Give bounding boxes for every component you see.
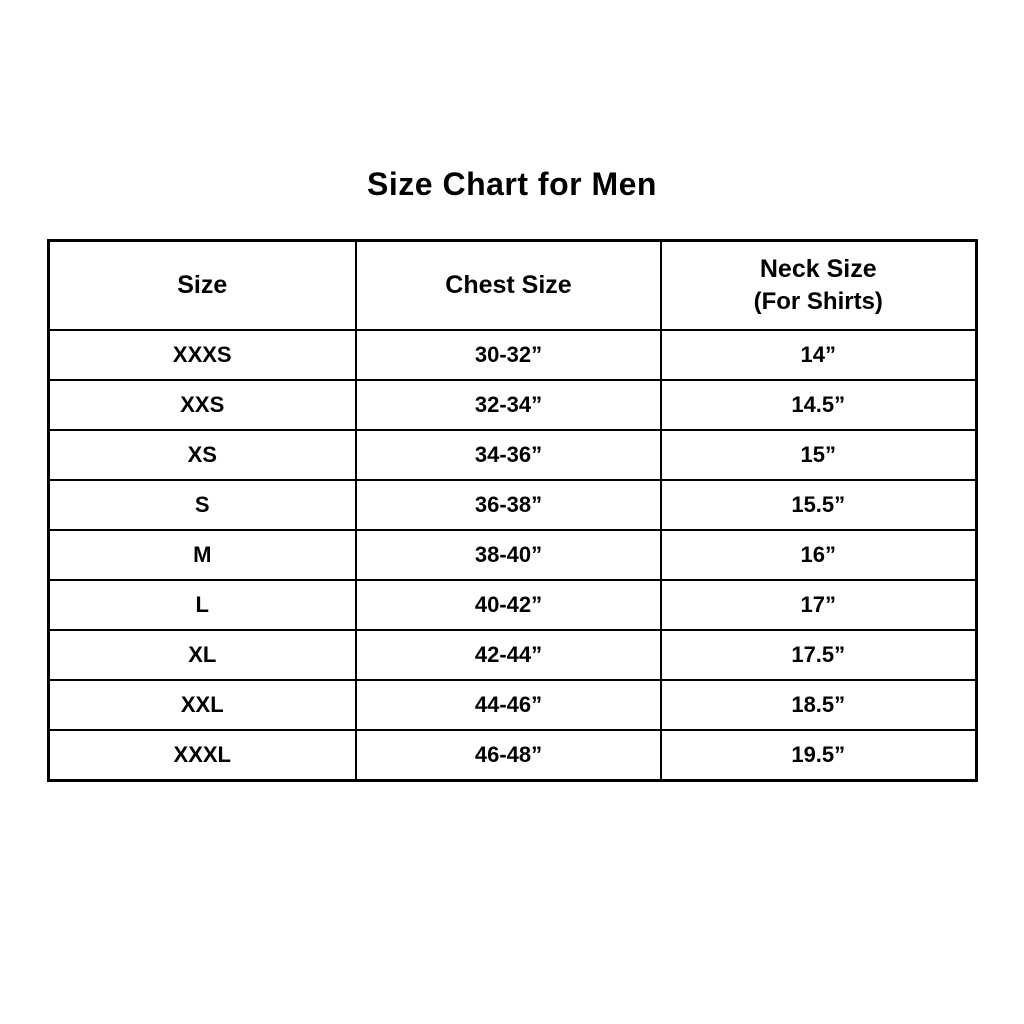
table-row xyxy=(48,680,976,730)
cell-neck-size: 14” xyxy=(661,330,976,380)
header-label-chest-size: Chest Size xyxy=(445,270,572,299)
cell-chest-size: 38-40” xyxy=(356,530,661,580)
cell-neck-size: 17” xyxy=(661,580,976,630)
table-row xyxy=(48,580,976,630)
cell-size: XXXS xyxy=(48,330,356,380)
cell-size: L xyxy=(48,580,356,630)
table-row xyxy=(48,630,976,680)
table-row xyxy=(48,330,976,380)
cell-neck-size: 19.5” xyxy=(661,730,976,781)
page-title: Size Chart for Men xyxy=(367,166,657,202)
cell-size: XL xyxy=(48,630,356,680)
cell-neck-size: 15” xyxy=(661,430,976,480)
table-row xyxy=(48,380,976,430)
cell-neck-size: 18.5” xyxy=(661,680,976,730)
column-header-neck-size xyxy=(661,241,976,331)
cell-chest-size: 36-38” xyxy=(356,480,661,530)
cell-chest-size: 32-34” xyxy=(356,380,661,430)
cell-neck-size: 17.5” xyxy=(661,630,976,680)
cell-neck-size: 15.5” xyxy=(661,480,976,530)
header-row xyxy=(48,241,976,331)
column-header-size xyxy=(48,241,356,331)
cell-size: XXS xyxy=(48,380,356,430)
column-header-chest-size xyxy=(356,241,661,331)
cell-chest-size: 40-42” xyxy=(356,580,661,630)
header-label-neck-size-note: (For Shirts) xyxy=(753,287,883,315)
cell-chest-size: 44-46” xyxy=(356,680,661,730)
header-label-size: Size xyxy=(177,270,228,299)
cell-size: M xyxy=(48,530,356,580)
cell-neck-size: 16” xyxy=(661,530,976,580)
table-row xyxy=(48,480,976,530)
cell-size: S xyxy=(48,480,356,530)
cell-chest-size: 34-36” xyxy=(356,430,661,480)
cell-chest-size: 30-32” xyxy=(356,330,661,380)
table-row xyxy=(48,430,976,480)
cell-size: XXL xyxy=(48,680,356,730)
table-row xyxy=(48,730,976,781)
cell-size: XS xyxy=(48,430,356,480)
cell-neck-size: 14.5” xyxy=(661,380,976,430)
cell-chest-size: 42-44” xyxy=(356,630,661,680)
header-label-neck-size: Neck Size xyxy=(759,255,877,284)
cell-size: XXXL xyxy=(48,730,356,781)
table-row xyxy=(48,530,976,580)
cell-chest-size: 46-48” xyxy=(356,730,661,781)
size-chart-table xyxy=(47,239,978,782)
